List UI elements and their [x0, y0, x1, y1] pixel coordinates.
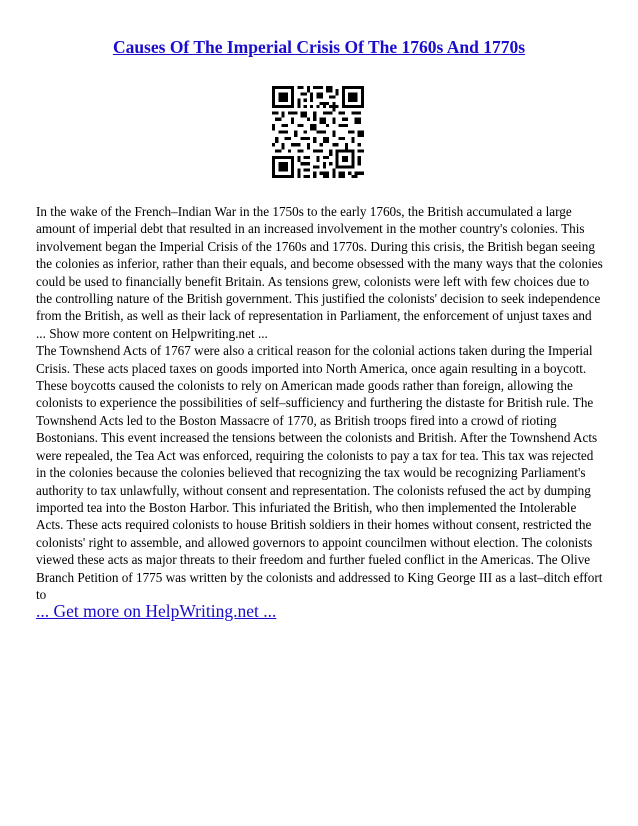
- paragraph-1: In the wake of the French–Indian War in the 1750s to the early 1760s, the British accumulated a large amount of imperial debt that resulted in an increased involvement in the mother country's colonies. This involvement began the Imperial Crisis of the 1760s and 1770s. During this crisis, the British began seeing the colonies as inferior, rather than their equals, and become obsessed with the many ways that the colonies could be used to financially benefit Britain. As tensions grew, colonists were left with few choices due to the controlling nature of the British government. This justified the colonists' decision to seek independence from the British, as well as their lack of representation in Parliament, the enforcement of unjust taxes and ... Show more content on Helpwriting.net ...: [36, 204, 603, 341]
- qr-code-icon: [272, 86, 364, 178]
- get-more-link[interactable]: ... Get more on HelpWriting.net ...: [36, 601, 277, 621]
- article-body: [36, 203, 604, 603]
- document-title[interactable]: Causes Of The Imperial Crisis Of The 1760s And 1770s: [112, 37, 526, 57]
- paragraph-2: The Townshend Acts of 1767 were also a critical reason for the colonial actions taken during the Imperial Crisis. These acts placed taxes on goods imported into North America, once again resulting in a boycott. These boycotts caused the colonists to rely on American made goods rather than foreign, allowing the colonists to experience the possibilities of self–sufficiency and furthering the distaste for British rule. The Townshend Acts led to the Boston Massacre of 1770, as British troops fired into a crowd of rioting Bostonians. This event increased the tensions between the colonists and British. After the Townshend Acts were repealed, the Tea Act was enforced, requiring the colonists to pay a tax for tea. This tax was rejected in the colonies because the colonies believed that recognizing the tax would be recognizing Parliament's authority to tax unlawfully, without consent and representation. The colonists refused the act by dumping imported tea into the Boston Harbor. This infuriated the British, who then implemented the Intolerable Acts. These acts required colonists to house British soldiers in their homes without consent, restricted the colonists' right to assemble, and allowed governors to appoint councilmen without election. The colonists viewed these acts as major threats to their freedom and further fueled conflict in the Americas. The Olive Branch Petition of 1775 was written by the colonists and addressed to King George III as a last–ditch effort to: [36, 343, 603, 602]
